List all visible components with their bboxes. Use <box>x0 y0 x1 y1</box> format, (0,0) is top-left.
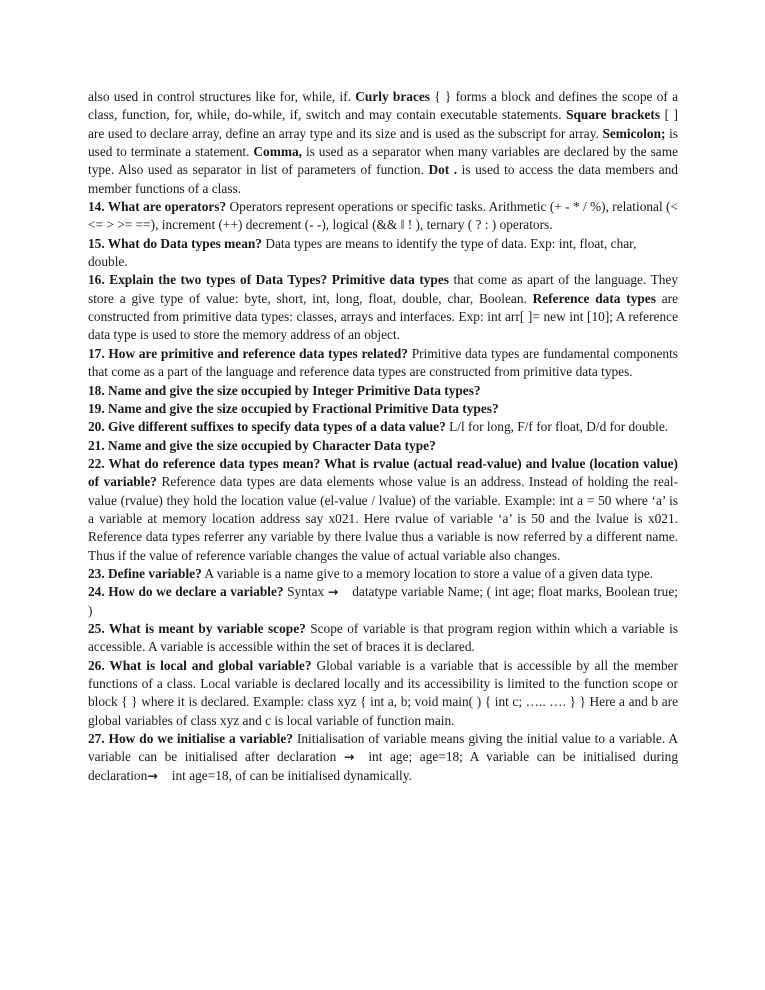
paragraph-question-27 <box>88 730 678 785</box>
answer-text-14: Operators represent operations or specific tasks. Arithmetic (+ - * / %), relational (< <= > >= ==), increment (++) decrement (- -), logical (&& ‖ ! ), ternary ( ? : ) operators. <box>88 199 678 233</box>
question-heading-24: 24. How do we declare a variable? <box>88 584 284 600</box>
answer-text-23: A variable is a name give to a memory location to store a value of a given data type. <box>201 565 654 581</box>
answer-text-20: L/l for long, F/f for float, D/d for double. <box>445 419 669 435</box>
paragraph-question-15 <box>88 235 678 272</box>
answer-text-25: Scope of variable is that program region within which a variable is accessible. A variable is accessible within the set of braces it is declared. <box>88 620 679 655</box>
paragraph-question-16 <box>88 271 678 344</box>
paragraph-question-26 <box>88 657 678 730</box>
term-dot: Dot . <box>428 162 458 178</box>
answer-text-16: that come as apart of the language. They store a give type of value: byte, short, int, long, float, double, char, Boolean. <box>88 272 679 306</box>
question-heading-21: 21. Name and give the size occupied by Character Data type? <box>88 437 436 453</box>
text-run: also used in control structures like for, while, if. <box>88 89 356 104</box>
paragraph-question-17 <box>88 345 678 382</box>
paragraph-question-19 <box>88 400 678 418</box>
document-text-column <box>88 88 678 785</box>
term-semicolon: Semicolon; <box>602 125 666 141</box>
answer-text-27-mid: int age; age=18; A variable can be initialised during declaration <box>88 749 678 783</box>
question-heading-14: 14. What are operators? <box>88 199 227 215</box>
text-run: is used as a separator when many variables are declared by the same type. Also used as separator in list of parameters of function. <box>88 144 678 178</box>
right-arrow-icon-first: → <box>343 749 355 765</box>
paragraph-question-18 <box>88 382 678 400</box>
paragraph-question-21 <box>88 437 678 455</box>
answer-text-24-after-arrow: datatype variable Name; ( int age; float marks, Boolean true; ) <box>88 584 678 618</box>
question-heading-26: 26. What is local and global variable? <box>88 657 312 673</box>
term-square-brackets: Square brackets <box>566 107 661 123</box>
answer-text-17: Primitive data types are fundamental components that come as a part of the language and reference data types are constructed from primitive data types. <box>88 345 678 380</box>
paragraph-question-25 <box>88 620 678 657</box>
question-heading-19: 19. Name and give the size occupied by Fractional Primitive Data types? <box>88 400 499 416</box>
question-heading-16: 16. Explain the two types of Data Types? Primitive data types <box>88 272 449 288</box>
paragraph-question-24 <box>88 583 678 620</box>
answer-text-24-before-arrow: Syntax <box>283 584 328 600</box>
answer-text-22: Reference data types are data elements whose value is an address. Instead of holding the real-value (rvalue) they hold the location value (el-value / lvalue) of the variable. Example: int a = 50 where ‘a’ is a variable at memory location address say x021. Here rvalue of variable ‘a’ is 50 and the lvalue is x021. Reference data types referrer any variable by there lvalue thus a variable is now referred by a different name. Thus if the value of reference variable changes the value of actual variable also changes. <box>88 474 678 563</box>
paragraph-question-22 <box>88 455 678 565</box>
answer-text-15: Data types are means to identify the type of data. Exp: int, float, char, double. <box>88 235 637 270</box>
paragraph-intro-punctuation <box>88 88 678 198</box>
question-heading-18: 18. Name and give the size occupied by Integer Primitive Data types? <box>88 382 481 398</box>
answer-text-26: Global variable is a variable that is accessible by all the member functions of a class. Local variable is declared locally and its accessibility is limited to the function scope or block { } where it is declared. Example: class xyz { int a, b; void main( ) { int c; ….. …. } } Here a and b are global variables of class xyz and c is local variable of function main. <box>88 657 678 728</box>
paragraph-question-20 <box>88 418 678 436</box>
term-reference-data-types: Reference data types <box>532 290 656 306</box>
answer-text-27-before-arrow: Initialisation of variable means giving the initial value to a variable. A variable can be initialised after declaration <box>88 731 679 765</box>
term-curly-braces: Curly braces <box>355 89 430 104</box>
question-heading-22: 22. What do reference data types mean? What is rvalue (actual read-value) and lvalue (location value) of variable? <box>88 455 678 490</box>
right-arrow-icon-second: → <box>147 767 158 783</box>
question-heading-20: 20. Give different suffixes to specify data types of a data value? <box>88 419 446 435</box>
question-heading-23: 23. Define variable? <box>88 565 202 581</box>
paragraph-question-23 <box>88 565 678 583</box>
text-run: [ ] are used to declare array, define an array type and its size and is used as the subscript for array. <box>88 107 678 141</box>
text-run: { } forms a block and defines the scope of a class, function, for, while, do-while, if, switch and may contain executable statements. <box>88 89 678 123</box>
question-heading-25: 25. What is meant by variable scope? <box>88 620 306 636</box>
right-arrow-icon: → <box>327 584 339 600</box>
question-heading-15: 15. What do Data types mean? <box>88 235 262 251</box>
answer-text-27-after-arrow: int age=18, of can be initialised dynamically. <box>171 767 412 783</box>
text-run: is used to access the data members and member functions of a class. <box>88 162 678 196</box>
question-heading-27: 27. How do we initialise a variable? <box>88 731 293 747</box>
question-heading-17: 17. How are primitive and reference data types related? <box>88 345 408 361</box>
text-run: is used to terminate a statement. <box>88 125 678 160</box>
paragraph-question-14 <box>88 198 678 235</box>
answer-text-16b: are constructed from primitive data types: classes, arrays and interfaces. Exp: int arr[ ]= new int [10]; A reference data type is used to store the memory address of an object. <box>88 290 679 343</box>
term-comma: Comma, <box>253 144 302 160</box>
